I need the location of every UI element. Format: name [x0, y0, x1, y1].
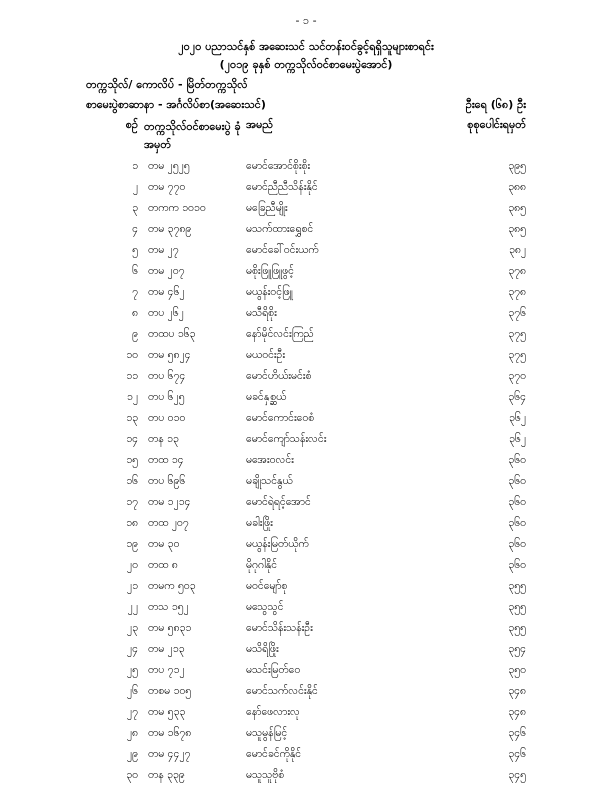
row-number: ၈ [132, 307, 138, 319]
total-marks: ၃၄၈ [508, 706, 526, 718]
table-row [0, 433, 612, 454]
row-number: ၂၂ [127, 601, 138, 613]
table-row [0, 391, 612, 412]
table-row [0, 496, 612, 517]
total-marks: ၃၈၂ [508, 244, 526, 256]
roll-number: တမ ၅၃၃ [148, 706, 186, 718]
row-number: ၂၁ [126, 580, 138, 592]
row-number: ၁၁ [126, 370, 138, 382]
document-subtitle: (၂၀၁၉ ခုနှစ် တက္ကသိုလ်ဝင်စာမေးပွဲအောင်) [219, 58, 393, 71]
row-number: ၉ [132, 328, 138, 340]
student-name: မောင်ခေါ်ဝင်းယက် [246, 244, 319, 256]
total-marks: ၃၆၂ [509, 433, 526, 445]
row-number: ၂၀ [126, 559, 138, 571]
table-row [0, 643, 612, 664]
table-row [0, 517, 612, 538]
row-number: ၇ [132, 286, 138, 298]
student-name: မယွန်းမြတ်ယိုက် [246, 538, 309, 550]
student-name: မောင်ဟိယ်းမင်းစံ [246, 370, 312, 382]
table-row [0, 454, 612, 475]
row-number: ၁၄ [126, 433, 138, 445]
row-number: ၁ [132, 160, 138, 172]
total-marks: ၃၆၄ [508, 391, 526, 403]
roll-number: တန ၃၃၉ [148, 769, 185, 781]
student-name: မသူမွန်မြင့် [246, 727, 288, 739]
roll-number: တထ ၁၄ [148, 454, 184, 466]
exam-center-label: စာမေးပွဲစာဆာနာ - အင်္ဂလိပ်စာ(အဆေးသင်) [86, 98, 266, 111]
table-row [0, 475, 612, 496]
total-marks: ၃၄၆ [508, 748, 526, 760]
total-marks: ၃၆၀ [508, 517, 526, 529]
table-row [0, 370, 612, 391]
results-table [0, 160, 612, 790]
table-row [0, 244, 612, 265]
roll-number: တပ ၆၂၅ [148, 391, 185, 403]
total-marks: ၃၅၅ [508, 601, 526, 613]
table-row [0, 160, 612, 181]
row-number: ၁၅ [126, 454, 138, 466]
row-number: ၁၃ [126, 412, 138, 424]
table-row [0, 727, 612, 748]
student-name: မောင်သက်လင်းနိုင် [246, 685, 318, 697]
table-row [0, 412, 612, 433]
total-marks: ၃၇၅ [508, 349, 526, 361]
total-marks: ၃၄၅ [508, 769, 526, 781]
roll-number: တထ ၂၀၇ [148, 517, 189, 529]
row-number: ၃၀ [126, 769, 138, 781]
total-marks: ၃၆၂ [509, 412, 526, 424]
row-number: ၆ [132, 265, 138, 277]
document-title: ၂၀၂၀ ပညာသင်နှစ် အဆေးသင် သင်တန်းဝင်ခွင့်ရရှိသူများစာရင်း [178, 40, 434, 53]
table-row [0, 769, 612, 790]
total-marks: ၃၈၈ [508, 181, 526, 193]
student-name: မခါးဖြိုး [246, 517, 273, 529]
student-name: မသိရိဖြိုး [246, 643, 279, 655]
student-name: မချိုသင်နွယ် [246, 475, 293, 487]
student-name: မဝင်မျော်စု [246, 580, 288, 592]
student-name: မိုဂုဂါနိုင် [246, 559, 278, 571]
university-label: တက္ကသိုလ်/ ကောလိပ် - မြိတ်တက္ကသိုလ် [86, 78, 248, 91]
table-row [0, 580, 612, 601]
row-number: ၁၀ [126, 349, 138, 361]
total-marks: ၃၅၅ [508, 580, 526, 592]
roll-number: တပ ၂၆၂ [148, 307, 184, 319]
roll-number: တမ ၇၇၀ [148, 181, 186, 193]
table-row [0, 748, 612, 769]
total-marks: ၃၇၈ [508, 265, 526, 277]
student-name: မသက်ထားရွှေစင် [246, 223, 314, 235]
total-marks: ၃၇၅ [508, 328, 526, 340]
roll-number: တကက ၁၀၁၀ [148, 202, 206, 214]
total-marks: ၃၅၅ [508, 622, 526, 634]
row-number: ၂၉ [126, 748, 138, 760]
header-roll-no: တက္ကသိုလ်ဝင်စာမေးပွဲ ခုံအမှတ် [144, 120, 241, 151]
student-name: နော်ဖေလားလု [246, 706, 300, 718]
roll-number: တမ ၅၈၃၁ [148, 622, 192, 634]
row-number: ၁၈ [126, 517, 138, 529]
total-marks: ၃၈၅ [508, 223, 526, 235]
table-row [0, 622, 612, 643]
total-marks: ၃၈၅ [508, 202, 526, 214]
student-name: မသွေသွင် [246, 601, 284, 613]
roll-number: တပ ၀၁၀ [148, 412, 186, 424]
row-number: ၁၉ [126, 538, 138, 550]
row-number: ၂၃ [126, 622, 138, 634]
roll-number: တစမ ၁၀၅ [148, 685, 192, 697]
roll-number: တမ ၂၁၃ [148, 643, 185, 655]
row-number: ၁၂ [126, 391, 138, 403]
roll-number: တပ ၇၁၂ [148, 664, 185, 676]
student-name: နော်မိုင်လင်းကြည် [246, 328, 314, 340]
student-name: မသူသူဗိုစံ [246, 769, 285, 781]
row-number: ၂၄ [126, 643, 138, 655]
row-number: ၂၈ [126, 727, 138, 739]
table-row [0, 307, 612, 328]
table-row [0, 265, 612, 286]
table-row [0, 349, 612, 370]
roll-number: တသ ၁၅၂ [148, 601, 189, 613]
roll-number: တမ ၂၇ [148, 244, 179, 256]
table-row [0, 286, 612, 307]
total-marks: ၃၄၆ [508, 727, 526, 739]
total-marks: ၃၆၀ [508, 454, 526, 466]
row-number: ၅ [132, 244, 138, 256]
student-name: မအေးဝလင်း [246, 454, 294, 466]
roll-number: တပ ၆၉၆ [148, 475, 186, 487]
row-number: ၂၆ [126, 685, 138, 697]
student-name: မောင်ကျော်သန်းလင်း [246, 433, 327, 445]
header-no: စဉ် [125, 118, 138, 131]
total-marks: ၃၇၆ [508, 307, 526, 319]
total-marks: ၃၇၀ [508, 370, 526, 382]
student-name: မယဝင်းဦး [246, 349, 286, 361]
total-marks: ၃၅၄ [508, 643, 526, 655]
roll-number: တမ ၁၂၁၄ [148, 496, 191, 508]
table-row [0, 202, 612, 223]
table-row [0, 664, 612, 685]
roll-number: တထ ၈ [148, 559, 178, 571]
student-name: မသင်းမြတ်ဝေ [246, 664, 301, 676]
roll-number: တမ ၃၀ [148, 538, 180, 550]
student-name: မယွန်းဝင့်ဖြူ [246, 286, 293, 298]
student-name: မောင်အောင်စိုးစိုး [246, 160, 311, 172]
student-name: မခင်နှစ္ဆယ် [246, 391, 287, 403]
student-name: မောင်ညီညီသိန်းနိုင် [246, 181, 318, 193]
student-name: မောင်ကောင်းဝေစံ [246, 412, 315, 424]
roll-number: တမ ၄၆၂ [148, 286, 185, 298]
row-number: ၄ [132, 223, 138, 235]
table-row [0, 601, 612, 622]
table-row [0, 685, 612, 706]
student-name: မောင်ခင်ကိုနိုင် [246, 748, 302, 760]
header-name: အမည် [246, 118, 274, 131]
total-marks: ၃၇၈ [508, 286, 526, 298]
row-number: ၁၇ [126, 496, 138, 508]
roll-number: တမ ၃၇၈၉ [148, 223, 192, 235]
roll-number: တမက ၅၀၃ [148, 580, 196, 592]
header-marks: စုစုပေါင်းရမှတ် [467, 118, 526, 131]
table-row [0, 706, 612, 727]
total-marks: ၃၆၀ [508, 559, 526, 571]
roll-number: တမ ၁၆၇၈ [148, 727, 192, 739]
student-name: မခြေညီမျိုး [246, 202, 288, 214]
total-marks: ၃၆၀ [508, 475, 526, 487]
page-number: - ၁ - [295, 14, 317, 27]
row-number: ၂ [132, 181, 138, 193]
total-marks: ၃၉၅ [508, 160, 526, 172]
table-row [0, 559, 612, 580]
roll-number: တပ ၆၇၄ [148, 370, 186, 382]
roll-number: တမ ၂၀၇ [148, 265, 185, 277]
total-marks: ၃၄၈ [508, 685, 526, 697]
student-name: မောင်ရဲရင့်အောင် [246, 496, 311, 508]
table-row [0, 538, 612, 559]
roll-number: တမ ၅၈၂၄ [148, 349, 191, 361]
row-number: ၂၇ [126, 706, 138, 718]
student-name: မောင်သိန်းသန်းဦး [246, 622, 313, 634]
table-row [0, 181, 612, 202]
row-number: ၁၆ [126, 475, 138, 487]
total-marks: ၃၅၀ [508, 664, 526, 676]
roll-number: တန ၁၃ [148, 433, 179, 445]
total-marks: ၃၆၀ [508, 538, 526, 550]
student-name: မသီရိစိုး [246, 307, 277, 319]
table-row [0, 328, 612, 349]
student-name: မစိုးဖြူဖြူဖွင့် [246, 265, 294, 277]
roll-number: တမ ၄၄၂၇ [148, 748, 191, 760]
row-number: ၂၅ [126, 664, 138, 676]
roll-number: တထပ ၁၆၃ [148, 328, 196, 340]
total-marks: ၃၆၀ [508, 496, 526, 508]
table-row [0, 223, 612, 244]
row-number: ၃ [132, 202, 138, 214]
roll-number: တမ ၂၅၂၅ [148, 160, 190, 172]
total-count: ဦးရေ (၆၈) ဦး [465, 98, 526, 111]
